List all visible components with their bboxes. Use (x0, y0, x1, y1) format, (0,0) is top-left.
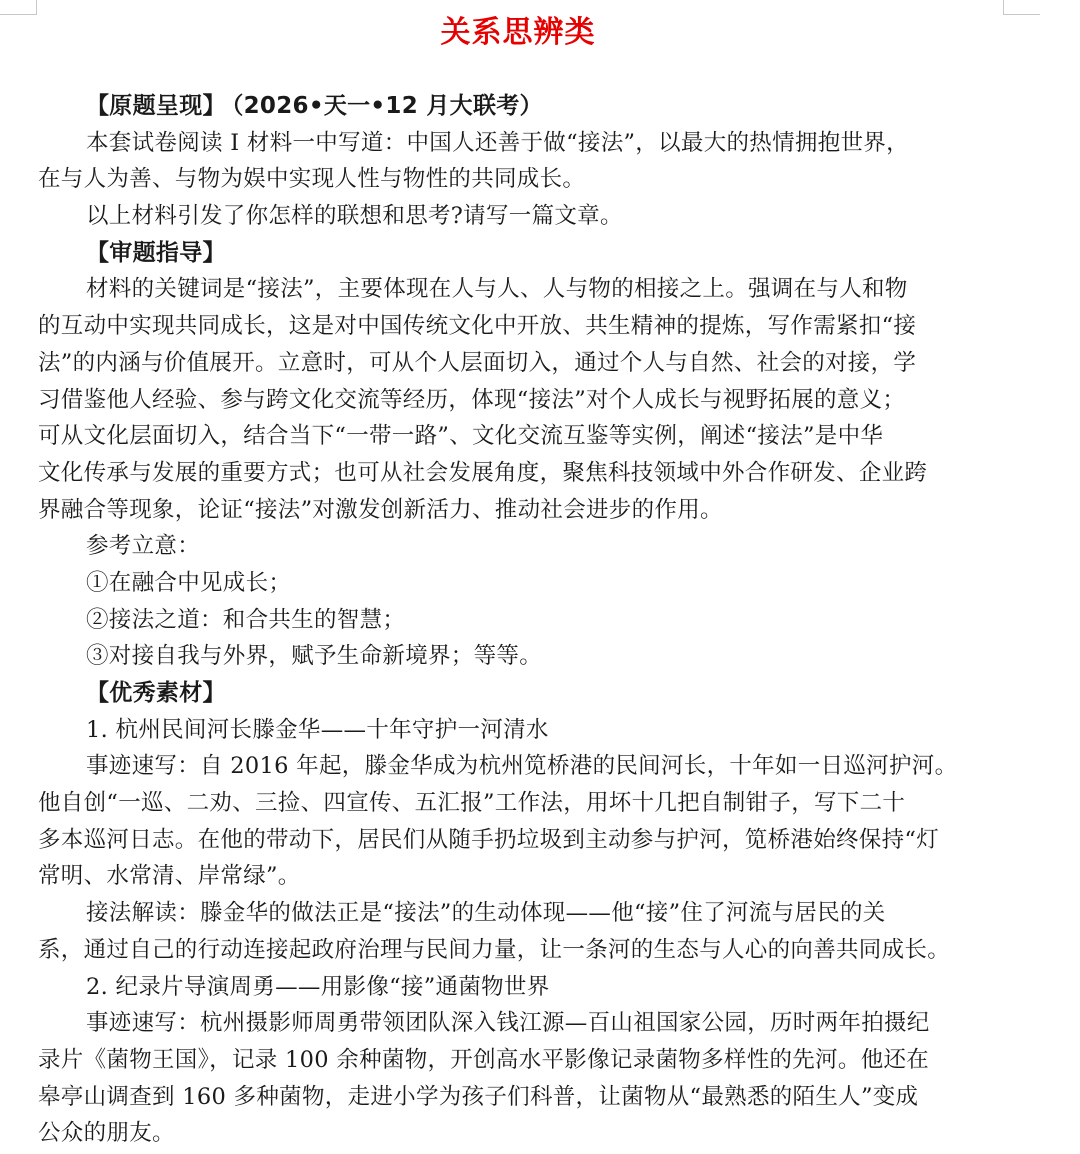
reference-item: ①在融合中见成长； (86, 569, 292, 596)
reference-item: ②接法之道：和合共生的智慧； (86, 606, 406, 633)
paragraph-line: 文化传承与发展的重要方式；也可从社会发展角度，聚焦科技领域中外合作研发、企业跨 (38, 459, 928, 486)
material-title: 2. 纪录片导演周勇——用影像“接”通菌物世界 (86, 973, 550, 1000)
paragraph-line: 录片《菌物王国》，记录 100 余种菌物，开创高水平影像记录菌物多样性的先河。他还在 (38, 1046, 930, 1073)
paragraph-line: 皋亭山调查到 160 多种菌物，走进小学为孩子们科普，让菌物从“最熟悉的陌生人”变成 (38, 1083, 919, 1110)
original-question-heading: 【原题呈现】 (86, 93, 226, 119)
page-corner-mark-right (1003, 0, 1040, 15)
paragraph-line: 事迹速写：自 2016 年起，滕金华成为杭州笕桥港的民间河长，十年如一日巡河护河。 (86, 753, 958, 780)
reference-item: ③对接自我与外界，赋予生命新境界；等等。 (86, 643, 543, 670)
paragraph-line: 本套试卷阅读 I 材料一中写道：中国人还善于做“接法”，以最大的热情拥抱世界， (86, 129, 909, 156)
paragraph-line: 的互动中实现共同成长，这是对中国传统文化中开放、共生精神的提炼，写作需紧扣“接 (38, 313, 917, 340)
paragraph-line: 公众的朋友。 (38, 1120, 175, 1147)
exam-source: （2026•天一•12 月大联考） (231, 93, 543, 119)
paragraph-line: 习借鉴他人经验、参与跨文化交流等经历，体现“接法”对个人成长与视野拓展的意义； (38, 386, 906, 413)
material-title: 1. 杭州民间河长滕金华——十年守护一河清水 (86, 716, 549, 743)
paragraph-line: 界融合等现象，论证“接法”对激发创新活力、推动社会进步的作用。 (38, 496, 723, 523)
document-title: 关系思辨类 (440, 15, 596, 50)
paragraph-line: 事迹速写：杭州摄影师周勇带领团队深入钱江源—百山祖国家公园，历时两年拍摄纪 (86, 1010, 930, 1037)
paragraph-line: 法”的内涵与价值展开。立意时，可从个人层面切入，通过个人与自然、社会的对接，学 (38, 349, 917, 376)
paragraph-line: 系，通过自己的行动连接起政府治理与民间力量，让一条河的生态与人心的向善共同成长。 (38, 936, 951, 963)
paragraph-line: 以上材料引发了你怎样的联想和思考?请写一篇文章。 (86, 203, 623, 230)
guide-heading: 【审题指导】 (86, 239, 226, 266)
original-question-heading-line (38, 88, 998, 125)
reference-label: 参考立意： (86, 533, 201, 560)
paragraph-line: 可从文化层面切入，结合当下“一带一路”、文化交流互鉴等实例，阐述“接法”是中华 (38, 423, 884, 450)
paragraph-line: 材料的关键词是“接法”，主要体现在人与人、人与物的相接之上。强调在与人和物 (86, 276, 908, 303)
paragraph-line: 在与人为善、与物为娱中实现人性与物性的共同成长。 (38, 166, 586, 193)
document-page (38, 0, 998, 1152)
page-corner-mark-left (0, 0, 37, 15)
paragraph-line: 多本巡河日志。在他的带动下，居民们从随手扔垃圾到主动参与护河，笕桥港始终保持“灯 (38, 826, 940, 853)
paragraph-line: 接法解读：滕金华的做法正是“接法”的生动体现——他“接”住了河流与居民的关 (86, 900, 886, 927)
paragraph-line: 常明、水常清、岸常绿”。 (38, 863, 301, 890)
paragraph-line: 他自创“一巡、二劝、三捡、四宣传、五汇报”工作法，用坏十几把自制钳子，写下二十 (38, 790, 906, 817)
materials-heading: 【优秀素材】 (86, 680, 226, 706)
